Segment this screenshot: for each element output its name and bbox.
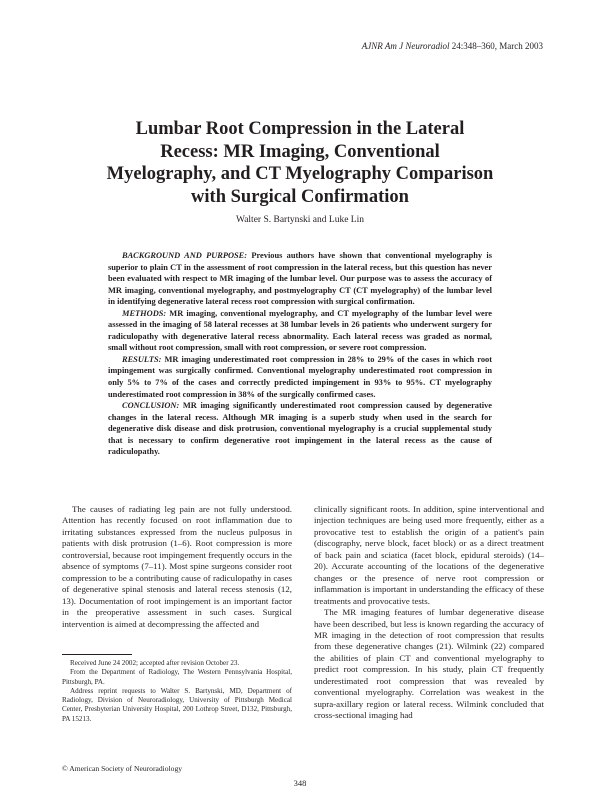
footnote-received: Received June 24 2002; accepted after revision October 23. bbox=[70, 659, 240, 667]
title-line: Myelography, and CT Myelography Comparison bbox=[106, 164, 494, 184]
body-paragraph: clinically significant roots. In addition, spine interventional and injection techniques are being used more frequently, either as a provocative test to establish the origin of a patient's pain (discography, nerve block, facet block) or as a direct treatment of back pain and sciatica (facet block, epidural steroids) (14–20). Accurate accounting of the locations of the degenerative changes or the presence of nerve root compression or inflammation is important in understanding the efficacy of these treatments and provocative tests. bbox=[314, 504, 544, 606]
running-head bbox=[362, 41, 543, 51]
results-label: RESULTS: bbox=[122, 354, 162, 364]
abstract bbox=[108, 250, 492, 458]
background-text: Previous authors have shown that conventional myelography is superior to plain CT in the assessment of root compression in the lateral recess, but this question has never been evaluated with respect to MR imaging of the lumbar level. Our purpose was to assess the accuracy of MR imaging, conventional myelography, and postmyelography CT (CT myelography) of the lumbar level in identifying degenerative lateral recess root compression with surgical confirmation. bbox=[108, 251, 492, 307]
results-text: MR imaging underestimated root compression in 28% to 29% of the cases in which root impingement was surgically confirmed. Conventional myelography underestimated root compression in only 5% to 7% of the cases and correctly predicted impingement in 93% to 95%. CT myelography underestimated root compression in 38% of the surgically confirmed cases. bbox=[108, 354, 493, 399]
footnotes bbox=[62, 659, 292, 724]
body-paragraph: The MR imaging features of lumbar degenerative disease have been described, but less is known regarding the accuracy of MR imaging in the detection of root compression that results from these degenerative changes (21). Wilmink (22) compared the abilities of plain CT and conventional myelography to predict root compression. In his study, plain CT frequently underestimated root compression that was revealed by conventional myelography. Correlation was weakest in the supra-axillary region or lateral recess. Wilmink concluded that cross-sectional imaging had bbox=[314, 607, 544, 721]
conclusion-text: MR imaging significantly underestimated root compression caused by degenerative changes in the lateral recess. Although MR imaging is a superb study when used in the search for degenerative disk disease and disk protrusion, conventional myelography is a crucial supplemental study that is necessary to confirm degenerative root impingement in the lateral recess as the cause of radiculopathy. bbox=[108, 401, 493, 457]
methods-text: MR imaging, conventional myelography, and CT myelography of the lumbar level were assessed in the imaging of 58 lateral recesses at 38 lumbar levels in 26 patients who underwent surgery for radiculopathy with degenerative lateral recess abnormality. Each lateral recess was graded as normal, small without root compression, small with root compression, or severe root compression. bbox=[108, 308, 493, 353]
author-list: Walter S. Bartynski and Luke Lin bbox=[236, 215, 364, 225]
footnote-affiliation: From the Department of Radiology, The Western Pennsylvania Hospital, Pittsburgh, PA. bbox=[62, 668, 292, 686]
title-line: Recess: MR Imaging, Conventional bbox=[160, 141, 440, 162]
background-label: BACKGROUND AND PURPOSE: bbox=[122, 251, 248, 260]
conclusion-label: CONCLUSION: bbox=[122, 401, 180, 411]
article-title bbox=[62, 118, 538, 208]
footnote-reprint-address: Address reprint requests to Walter S. Bartynski, MD, Department of Radiology, Division of Neuroradiology, University of Pittsburgh Medical Center, Presbyterian University Hospital, 200 Lothrop Street, D132, Pittsburgh, PA 15213. bbox=[62, 686, 292, 723]
copyright-notice: © American Society of Neuroradiology bbox=[62, 764, 183, 773]
abstract-conclusion bbox=[108, 400, 492, 458]
methods-label: METHODS: bbox=[122, 308, 167, 318]
abstract-results bbox=[108, 354, 492, 400]
footnote-divider bbox=[62, 654, 132, 655]
title-line: Lumbar Root Compression in the Lateral bbox=[135, 119, 465, 139]
body-column-left bbox=[62, 504, 292, 630]
abstract-methods bbox=[108, 308, 492, 354]
page-number: 348 bbox=[293, 778, 307, 788]
body-paragraph: The causes of radiating leg pain are not fully understood. Attention has recently focused on root inflammation due to irritating substances expressed from the nucleus pulposus in patients with disk protrusion (1–6). Root compression is more controversial, because root impingement frequently occurs in the absence of symptoms (7–11). Most spine surgeons consider root compression to be a contributing cause of radiculopathy in cases of degenerative spinal stenosis and lateral recess stenosis (12, 13). Documentation of root impingement is an important factor in the preoperative assessment in such cases. Surgical intervention is aimed at decompressing the affected and bbox=[62, 504, 292, 629]
journal-name: AJNR Am J Neuroradiol bbox=[361, 41, 450, 51]
body-column-right bbox=[314, 504, 544, 722]
title-line: with Surgical Confirmation bbox=[191, 186, 409, 207]
abstract-background bbox=[108, 250, 492, 308]
journal-citation: 24:348–360, March 2003 bbox=[451, 41, 543, 51]
